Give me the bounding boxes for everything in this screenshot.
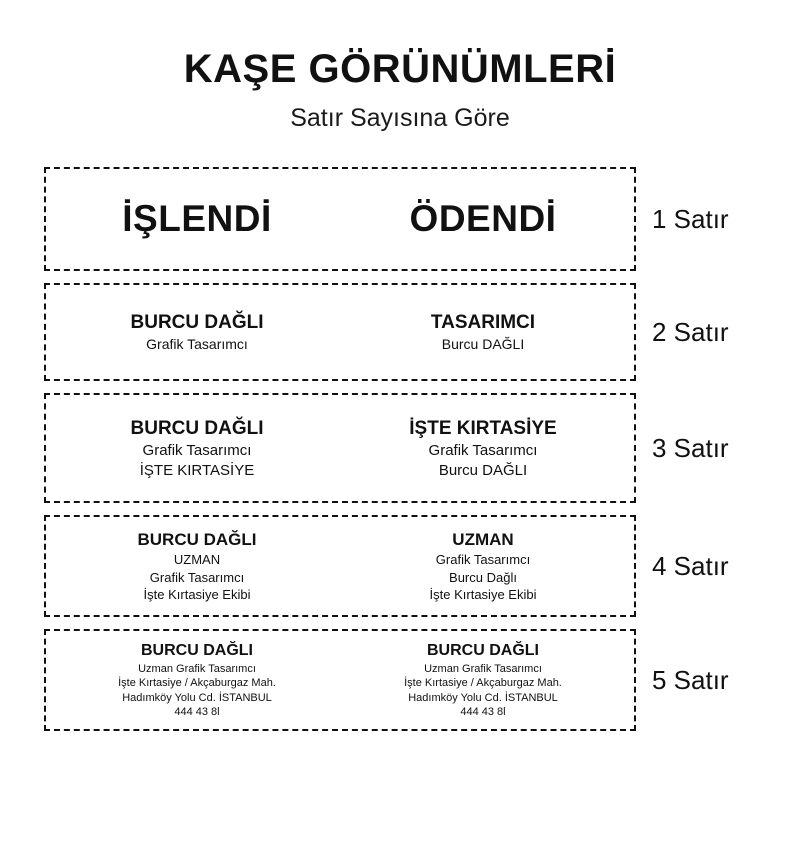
stamp-line: Hadımköy Yolu Cd. İSTANBUL xyxy=(122,691,272,704)
stamp-line: Uzman Grafik Tasarımcı xyxy=(138,662,256,675)
stamp-line: Grafik Tasarımcı xyxy=(435,552,531,568)
stamp-line: BURCU DAĞLI xyxy=(427,642,539,660)
stamp-row xyxy=(44,515,756,617)
stamp-line: 444 43 8l xyxy=(174,706,220,719)
stamp-line: Grafik Tasarımcı xyxy=(142,441,252,459)
stamp-line: UZMAN xyxy=(452,530,514,550)
stamp-cell-left xyxy=(54,416,340,481)
stamp-row xyxy=(44,167,756,271)
stamp-line: UZMAN xyxy=(173,552,221,568)
row-count-label: 5 Satır xyxy=(652,664,729,695)
stamp-line: İŞTE KIRTASİYE xyxy=(139,461,255,479)
stamp-cell-left xyxy=(54,310,340,354)
stamp-cell-right xyxy=(340,529,626,603)
stamp-line: BURCU DAĞLI xyxy=(141,642,253,660)
stamp-line: İŞLENDİ xyxy=(122,197,272,239)
stamp-line: İşte Kırtasiye Ekibi xyxy=(143,586,251,602)
stamp-cell-right xyxy=(340,640,626,719)
stamp-line: Grafik Tasarımcı xyxy=(146,336,248,353)
stamp-preview-box[interactable] xyxy=(44,515,636,617)
row-count-label: 1 Satır xyxy=(652,203,729,234)
stamp-line: İŞTE KIRTASİYE xyxy=(409,417,557,439)
stamp-line: Burcu Dağlı xyxy=(449,569,517,585)
stamp-cell-left xyxy=(54,529,340,603)
stamp-line: İşte Kırtasiye / Akçaburgaz Mah. xyxy=(118,677,276,690)
stamp-line: ÖDENDİ xyxy=(409,197,557,239)
stamp-line: BURCU DAĞLI xyxy=(130,312,264,334)
stamp-line: Hadımköy Yolu Cd. İSTANBUL xyxy=(408,691,558,704)
stamp-row xyxy=(44,629,756,731)
stamp-cell-left xyxy=(54,195,340,244)
stamp-row xyxy=(44,283,756,381)
stamp-row xyxy=(44,393,756,503)
stamp-cell-right xyxy=(340,416,626,481)
stamp-line: Burcu DAĞLI xyxy=(441,336,525,353)
stamp-line: 444 43 8l xyxy=(460,706,506,719)
row-count-label: 2 Satır xyxy=(652,316,729,347)
stamp-line: Grafik Tasarımcı xyxy=(149,569,245,585)
stamp-line: TASARIMCI xyxy=(430,312,536,334)
stamp-line: BURCU DAĞLI xyxy=(137,530,257,550)
stamp-line: İşte Kırtasiye Ekibi xyxy=(429,586,537,602)
stamp-rows-list xyxy=(0,167,800,731)
stamp-cell-right xyxy=(340,195,626,244)
stamp-cell-right xyxy=(340,310,626,354)
row-count-label: 4 Satır xyxy=(652,550,729,581)
stamp-line: BURCU DAĞLI xyxy=(130,417,264,439)
stamp-line: Grafik Tasarımcı xyxy=(428,441,538,459)
stamp-line: Burcu DAĞLI xyxy=(438,461,528,479)
stamp-line: Uzman Grafik Tasarımcı xyxy=(424,662,542,675)
page-subtitle: Satır Sayısına Göre xyxy=(290,104,510,132)
stamp-preview-page xyxy=(0,48,800,848)
page-title: KAŞE GÖRÜNÜMLERİ xyxy=(183,47,617,91)
stamp-preview-box[interactable] xyxy=(44,167,636,271)
stamp-preview-box[interactable] xyxy=(44,283,636,381)
stamp-line: İşte Kırtasiye / Akçaburgaz Mah. xyxy=(404,677,562,690)
stamp-cell-left xyxy=(54,640,340,719)
row-count-label: 3 Satır xyxy=(652,432,729,463)
stamp-preview-box[interactable] xyxy=(44,393,636,503)
stamp-preview-box[interactable] xyxy=(44,629,636,731)
